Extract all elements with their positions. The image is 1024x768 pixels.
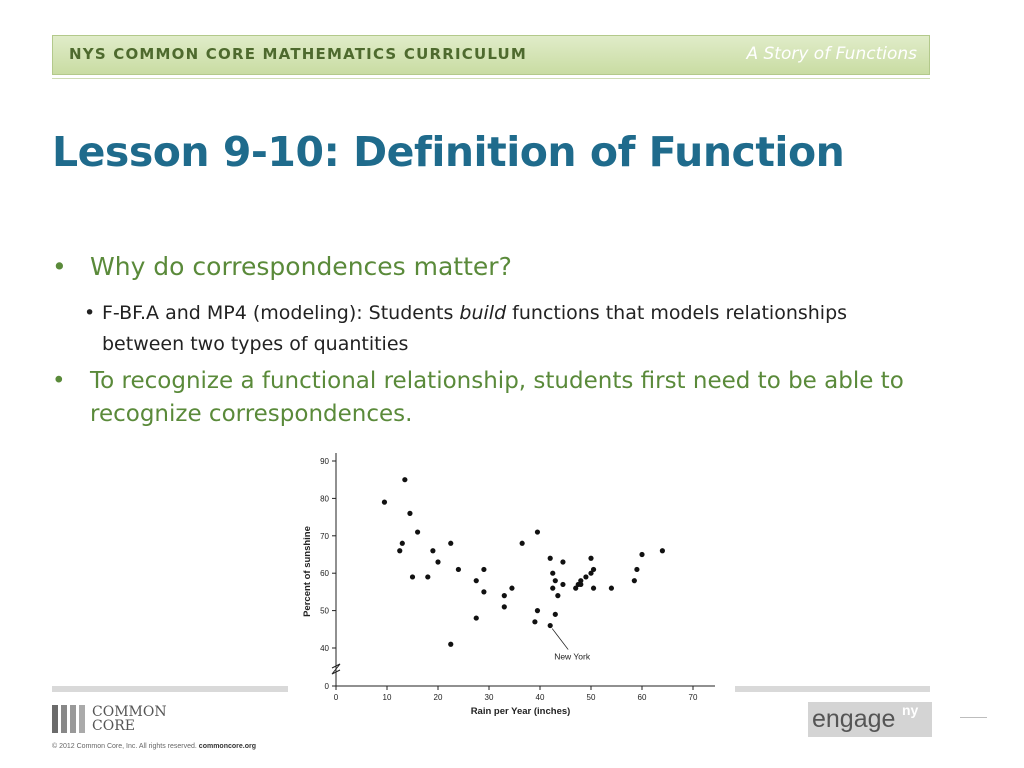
data-point — [548, 556, 553, 561]
data-point — [415, 529, 420, 534]
data-point — [535, 529, 540, 534]
annotation-leader-line — [552, 629, 568, 650]
copyright-text: © 2012 Common Core, Inc. All rights reserved. — [52, 743, 197, 750]
data-point — [430, 548, 435, 553]
bullet-marker: • — [84, 302, 96, 324]
data-point — [435, 559, 440, 564]
data-point — [553, 612, 558, 617]
data-point — [560, 582, 565, 587]
x-tick-label: 50 — [586, 693, 596, 702]
y-tick-label: 0 — [324, 682, 329, 691]
y-tick-label: 80 — [320, 494, 329, 504]
data-point — [591, 567, 596, 572]
y-tick-label: 60 — [320, 569, 329, 579]
engageny-logo — [808, 702, 932, 737]
x-tick-label: 20 — [433, 693, 443, 702]
logo-line-2: CORE — [92, 718, 135, 734]
y-tick-label: 70 — [320, 531, 329, 541]
data-point — [550, 571, 555, 576]
bullet-text-post: functions that models relationships between two types of quantities — [102, 302, 848, 355]
data-point — [609, 586, 614, 591]
data-point — [448, 642, 453, 647]
data-point — [548, 623, 553, 628]
data-point — [407, 511, 412, 516]
data-point — [456, 567, 461, 572]
x-tick-label: 60 — [637, 693, 647, 702]
common-core-logo — [52, 705, 192, 735]
data-point — [402, 477, 407, 482]
data-point — [520, 541, 525, 546]
footer-rule — [960, 717, 987, 718]
header-divider — [52, 78, 930, 79]
axis-break-icon — [332, 664, 340, 674]
data-point — [502, 604, 507, 609]
x-tick-label: 30 — [484, 693, 494, 702]
data-point — [400, 541, 405, 546]
footer-bar-left — [52, 686, 288, 692]
x-axis-label: Rain per Year (inches) — [470, 706, 571, 717]
y-tick-label: 90 — [320, 457, 329, 466]
bullet-text-pre: F-BF.A and MP4 (modeling): Students — [102, 302, 460, 324]
footer-bar-right — [735, 686, 930, 692]
bullet-recognize — [52, 365, 932, 431]
data-point — [448, 541, 453, 546]
data-point — [474, 615, 479, 620]
copyright-notice — [52, 743, 256, 750]
y-axis-label: Percent of sunshine — [302, 526, 313, 617]
bullet-marker: • — [52, 252, 67, 281]
data-point — [397, 548, 402, 553]
annotation-label: New York — [554, 651, 591, 662]
x-tick-label: 10 — [382, 693, 392, 702]
data-point — [583, 574, 588, 579]
curriculum-title: NYS COMMON CORE MATHEMATICS CURRICULUM — [69, 45, 528, 63]
copyright-site: commoncore.org — [198, 743, 256, 750]
data-point — [481, 589, 486, 594]
data-point — [578, 582, 583, 587]
data-point — [410, 574, 415, 579]
data-point — [474, 578, 479, 583]
logo-line-1: COMMON — [92, 704, 167, 720]
data-point — [481, 567, 486, 572]
module-title: A Story of Functions — [746, 44, 917, 64]
data-point — [639, 552, 644, 557]
scatter-plot-svg — [290, 445, 730, 720]
bullet-text-emphasis: build — [459, 302, 507, 324]
x-tick-label: 0 — [333, 693, 339, 702]
slide-title: Lesson 9-10: Definition of Function — [52, 128, 845, 176]
data-point — [550, 586, 555, 591]
data-point — [535, 608, 540, 613]
data-point — [555, 593, 560, 598]
x-tick-label: 70 — [688, 693, 698, 702]
bullet-text: Why do correspondences matter? — [90, 252, 512, 281]
data-point — [553, 578, 558, 583]
bullet-marker: • — [52, 368, 66, 394]
data-point — [560, 559, 565, 564]
data-point — [660, 548, 665, 553]
sub-bullet-standards — [84, 298, 934, 360]
bullet-text: To recognize a functional relationship, students first need to be able to recognize correspondences. — [90, 368, 904, 427]
data-point — [509, 586, 514, 591]
data-point — [588, 556, 593, 561]
y-tick-label: 40 — [320, 644, 329, 653]
data-point — [532, 619, 537, 624]
engage-superscript: ny — [902, 702, 919, 718]
y-tick-label: 50 — [320, 606, 329, 616]
data-point — [382, 500, 387, 505]
data-point — [632, 578, 637, 583]
scatter-chart — [290, 445, 730, 720]
data-point — [425, 574, 430, 579]
data-point — [591, 586, 596, 591]
data-point — [634, 567, 639, 572]
header-banner — [52, 35, 930, 75]
data-point — [502, 593, 507, 598]
bullet-text — [102, 298, 934, 360]
logo-text — [92, 705, 167, 733]
x-tick-label: 40 — [535, 693, 545, 702]
engage-word: engage — [812, 705, 896, 733]
